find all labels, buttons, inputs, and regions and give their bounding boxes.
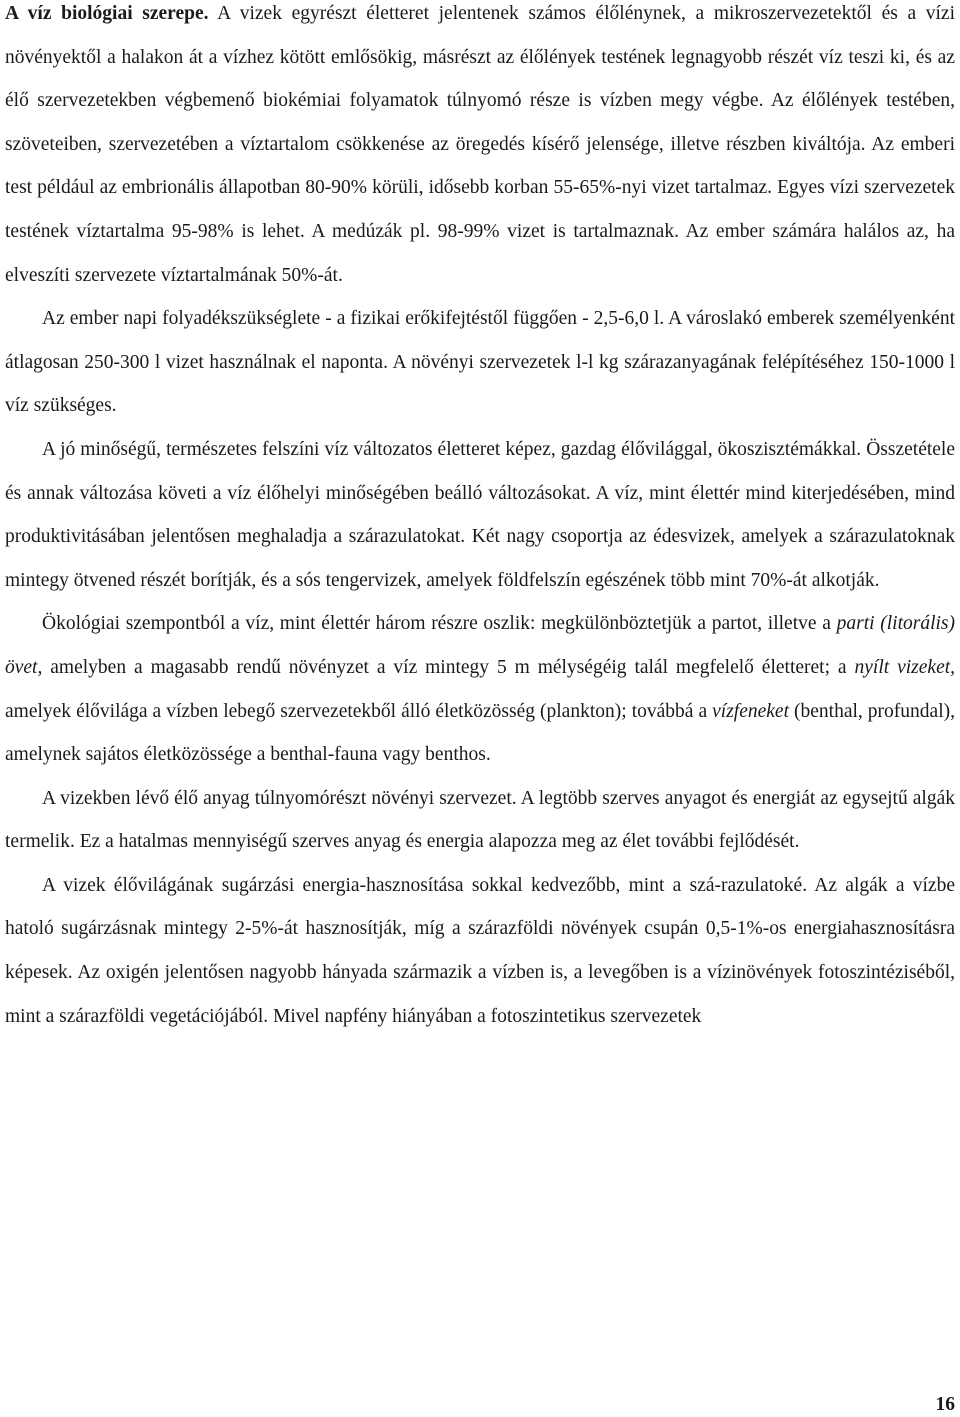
paragraph-3 bbox=[5, 428, 955, 602]
paragraph-2-text: Az ember napi folyadékszükséglete - a fizikai erőkifejtéstől függően - 2,5-6,0 l. A városlakó emberek személyenként átlagosan 250-300 l vizet használnak el naponta. A növényi szervezetek l-l kg szárazanyagának felépítéséhez 150-1000 l víz szükséges. bbox=[5, 308, 955, 417]
document-page bbox=[5, 0, 955, 1038]
paragraph-4-text-1: Ökológiai szempontból a víz, mint élettér három részre oszlik: megkülönböztetjük a partot, illetve a bbox=[42, 613, 837, 635]
paragraph-4-text-3: amelyek élővilága a vízben lebegő szervezetekből álló életközösség (plankton); továbbá a bbox=[5, 700, 713, 722]
paragraph-6-text: A vizek élővilágának sugárzási energia-hasznosítása sokkal kedvezőbb, mint a szá-razulatoké. Az algák a vízbe hatoló sugárzásnak mintegy 2-5%-át hasznosítják, míg a szárazföldi növények csupán 0,5-1%-os energiahasznosításra képesek. Az oxigén jelentősen nagyobb hányada származik a vízben is, a levegőben is a vízinövények fotoszintéziséből, mint a szárazföldi vegetációjából. Mivel napfény hiányában a fotoszintetikus szervezetek bbox=[5, 874, 955, 1027]
paragraph-6 bbox=[5, 864, 955, 1038]
section-title: A víz biológiai szerepe. bbox=[5, 3, 209, 24]
paragraph-5 bbox=[5, 777, 955, 864]
paragraph-1-text: A vizek egyrészt életteret jelentenek számos élőlénynek, a mikroszervezetektől és a vízi növényektől a halakon át a vízhez kötött emlősökig, másrészt az élőlények testének legnagyobb részét víz teszi ki, és az élő szervezetekben végbemenő biokémiai folyamatok túlnyomó része is vízben megy végbe. Az élőlények testében, szöveteiben, szervezetében a víztartalom csökkenése az öregedés kísérő jelensége, illetve részben kiváltója. Az emberi test például az embrionális állapotban 80-90% körüli, idősebb korban 55-65%-nyi vizet tartalmaz. Egyes vízi szervezetek testének víztartalma 95-98% is lehet. A medúzák pl. 98-99% vizet is tartalmaznak. Az ember számára halálos az, ha elveszíti szervezete víztartalmának 50%-át. bbox=[5, 3, 955, 286]
paragraph-2 bbox=[5, 297, 955, 428]
term-littoral-zone: parti (litorális) övet, bbox=[5, 613, 955, 678]
paragraph-4-text-4: (benthal, profundal), amelynek sajátos életközössége a benthal-fauna vagy benthos. bbox=[5, 700, 955, 766]
paragraph-1 bbox=[5, 0, 955, 297]
paragraph-3-text: A jó minőségű, természetes felszíni víz változatos életteret képez, gazdag élővilággal, ökoszisztémákkal. Összetétele és annak változása követi a víz élőhelyi minőségében beálló változásokat. A víz, mint élettér mind kiterjedésében, mind produktivitásában jelentősen meghaladja a szárazulatokat. Két nagy csoportja az édesvizek, amelyek a szárazulatoknak mintegy ötvened részét borítják, és a sós tengervizek, amelyek földfelszín egészének több mint 70%-át alkotják. bbox=[5, 438, 955, 591]
term-open-water: nyílt vizeket, bbox=[854, 656, 956, 678]
paragraph-4 bbox=[5, 602, 955, 776]
term-water-bottom: vízfeneket bbox=[712, 700, 789, 722]
paragraph-4-text-2: amelyben a magasabb rendű növényzet a víz mintegy 5 m mélységéig talál megfelelő életteret; a bbox=[42, 656, 855, 678]
paragraph-5-text: A vizekben lévő élő anyag túlnyomórészt növényi szervezet. A legtöbb szerves anyagot és energiát az egysejtű algák termelik. Ez a hatalmas mennyiségű szerves anyag és energia alapozza meg az élet további fejlődését. bbox=[5, 787, 955, 853]
page-number: 16 bbox=[935, 1394, 955, 1415]
